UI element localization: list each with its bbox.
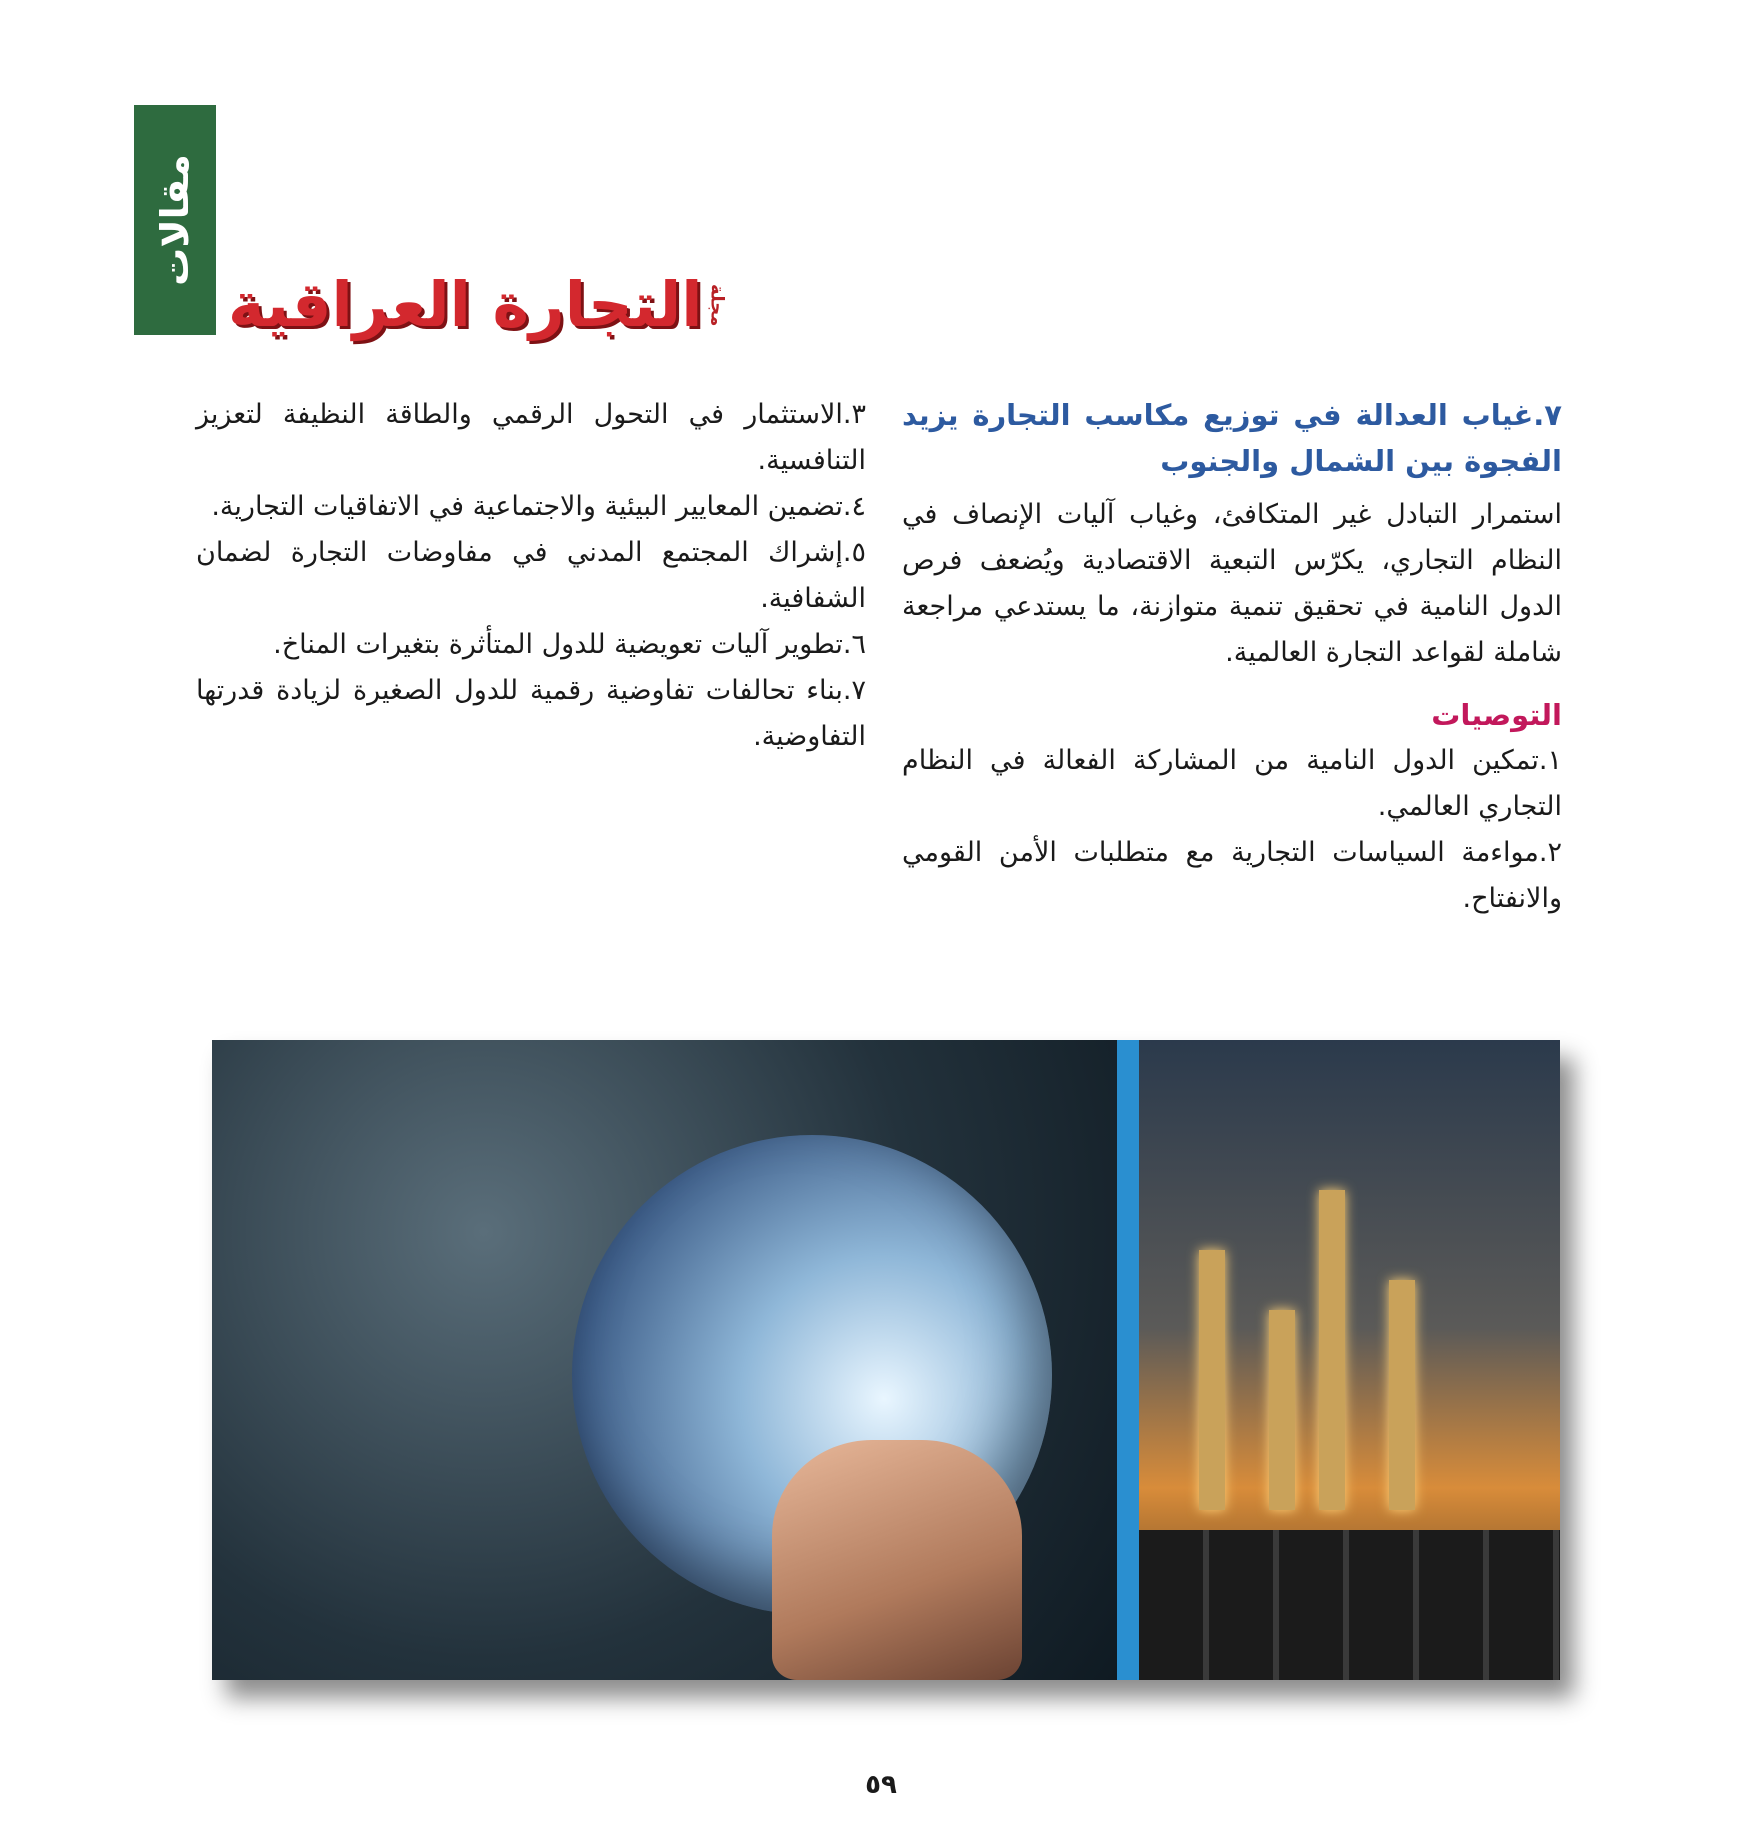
recommendation-item: ٤.تضمين المعايير البيئية والاجتماعية في الاتفاقيات التجارية. — [211, 491, 866, 522]
masthead-kicker: مجلة — [706, 283, 728, 326]
masthead-brand: التجارة العراقية — [228, 268, 703, 341]
globe-photo — [212, 1040, 1117, 1680]
masthead — [228, 256, 728, 341]
page-number: ٥٩ — [865, 1770, 897, 1800]
article-body: استمرار التبادل غير المتكافئ، وغياب آليات الإنصاف في النظام التجاري، يكرّس التبعية الاقتصادية ويُضعف فرص الدول النامية في تحقيق تنمية متوازنة، ما يستدعي مراجعة شاملة لقواعد التجارة العالمية. — [902, 499, 1562, 668]
refinery-photo — [1139, 1040, 1560, 1680]
recommendation-item: ٧.بناء تحالفات تفاوضية رقمية للدول الصغيرة لزيادة قدرتها التفاوضية. — [196, 675, 866, 752]
refinery-tower — [1319, 1190, 1345, 1510]
illustration-figure — [212, 1040, 1560, 1680]
recommendation-item: ٢.مواءمة السياسات التجارية مع متطلبات الأمن القومي والانفتاح. — [902, 837, 1562, 914]
photo-divider — [1117, 1040, 1139, 1680]
section-tab — [134, 105, 216, 335]
refinery-tower — [1199, 1250, 1225, 1510]
section-label: مقالات — [153, 154, 197, 286]
article-heading: ٧.غياب العدالة في توزيع مكاسب التجارة يزيد الفجوة بين الشمال والجنوب — [902, 398, 1562, 478]
recommendation-item: ١.تمكين الدول النامية من المشاركة الفعالة في النظام التجاري العالمي. — [902, 745, 1562, 822]
right-column — [902, 392, 1562, 922]
recommendation-item: ٥.إشراك المجتمع المدني في مفاوضات التجارة لضمان الشفافية. — [196, 537, 866, 614]
oil-barrels — [1139, 1530, 1560, 1680]
recommendation-item: ٣.الاستثمار في التحول الرقمي والطاقة النظيفة لتعزيز التنافسية. — [196, 399, 866, 476]
refinery-tower — [1269, 1310, 1295, 1510]
recommendations-title: التوصيات — [1431, 698, 1562, 732]
hand-image — [772, 1440, 1022, 1680]
refinery-tower — [1389, 1280, 1415, 1510]
recommendation-item: ٦.تطوير آليات تعويضية للدول المتأثرة بتغيرات المناخ. — [273, 629, 866, 660]
left-column — [196, 392, 866, 760]
